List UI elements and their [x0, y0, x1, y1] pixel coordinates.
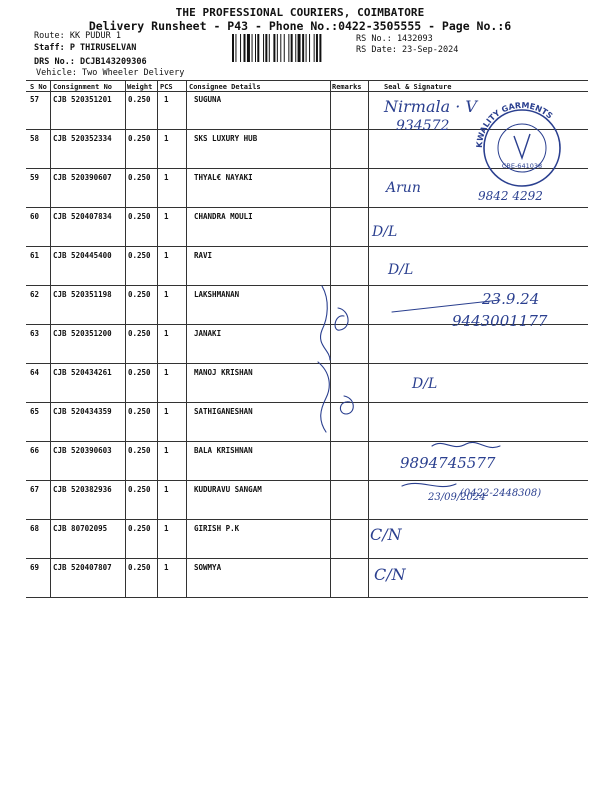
row-divider — [26, 285, 588, 286]
row-divider — [26, 519, 588, 520]
svg-text:KWALITY GARMENTS — [475, 101, 555, 148]
row-pcs: 1 — [164, 173, 169, 182]
row-pcs: 1 — [164, 407, 169, 416]
barcode-bar — [319, 34, 321, 62]
row-consignee: GIRISH P.K — [194, 524, 240, 533]
table-top-border — [26, 80, 588, 81]
barcode-bar — [280, 34, 281, 62]
row-sno: 60 — [30, 212, 40, 221]
handwritten-phone-66: 9894745577 — [400, 454, 496, 472]
row-weight: 0.250 — [128, 407, 151, 416]
row-weight: 0.250 — [128, 563, 151, 572]
row-sno: 69 — [30, 563, 40, 572]
col-header-remarks: Remarks — [332, 83, 362, 91]
row-consignee: MANOJ KRISHAN — [194, 368, 253, 377]
barcode-bar — [316, 34, 318, 62]
barcode-bar — [277, 34, 278, 62]
col-header-sno: S No — [30, 83, 47, 91]
row-pcs: 1 — [164, 290, 169, 299]
row-divider — [26, 597, 588, 598]
barcode-bar — [291, 34, 293, 62]
row-weight: 0.250 — [128, 329, 151, 338]
barcode-bar — [306, 34, 307, 62]
barcode-bar — [240, 34, 241, 62]
row-pcs: 1 — [164, 251, 169, 260]
handwritten-mark-60: D/L — [372, 224, 398, 240]
barcode-bar — [235, 34, 236, 62]
row-pcs: 1 — [164, 368, 169, 377]
barcode-image — [232, 34, 348, 62]
seal-ring-text: KWALITY GARMENTS — [474, 100, 555, 149]
row-divider — [26, 246, 588, 247]
barcode-bar — [309, 34, 310, 62]
barcode-bar — [298, 34, 301, 62]
barcode-bar — [288, 34, 289, 62]
row-consignment-no: CJB 520390603 — [53, 446, 112, 455]
row-divider — [26, 207, 588, 208]
row-consignee: LAKSHMANAN — [194, 290, 240, 299]
barcode-bar — [295, 34, 296, 62]
handwritten-phone-59: 9842 4292 — [478, 189, 543, 203]
row-consignment-no: CJB 520434359 — [53, 407, 112, 416]
barcode-bar — [284, 34, 285, 62]
header-divider — [26, 91, 588, 92]
handwritten-date-67: 23/09/2024 — [428, 492, 486, 503]
row-weight: 0.250 — [128, 134, 151, 143]
col-header-weight: Weight — [127, 83, 153, 91]
col-header-seal-signature: Seal & Signature — [384, 83, 452, 91]
column-divider — [186, 80, 187, 598]
row-consignment-no: CJB 520351198 — [53, 290, 112, 299]
row-weight: 0.250 — [128, 290, 151, 299]
handwritten-phone-57: 934572 — [396, 118, 450, 134]
row-pcs: 1 — [164, 95, 169, 104]
row-consignee: JANAKI — [194, 329, 222, 338]
row-consignee: SKS LUXURY HUB — [194, 134, 258, 143]
barcode-bar — [244, 34, 246, 62]
row-sno: 68 — [30, 524, 40, 533]
col-header-pcs: PCS — [160, 83, 173, 91]
staff-text: Staff: P THIRUSELVAN — [34, 43, 137, 53]
row-sno: 62 — [30, 290, 40, 299]
row-weight: 0.250 — [128, 446, 151, 455]
rs-number: RS No.: 1432093 — [356, 34, 433, 44]
barcode-bar — [265, 34, 267, 62]
row-consignee: BALA KRISHNAN — [194, 446, 253, 455]
row-pcs: 1 — [164, 446, 169, 455]
barcode-bar — [263, 34, 264, 62]
company-title: THE PROFESSIONAL COURIERS, COIMBATORE — [175, 6, 425, 19]
col-header-consignment: Consignment No — [53, 83, 113, 91]
column-divider — [368, 80, 369, 598]
row-consignment-no: CJB 520382936 — [53, 485, 112, 494]
barcode-bar — [247, 34, 250, 62]
row-consignment-no: CJB 80702095 — [53, 524, 108, 533]
row-divider — [26, 324, 588, 325]
row-weight: 0.250 — [128, 212, 151, 221]
barcode-bar — [255, 34, 256, 62]
handwritten-mark-61: D/L — [388, 262, 414, 278]
row-pcs: 1 — [164, 563, 169, 572]
row-weight: 0.250 — [128, 524, 151, 533]
handwritten-mark-64: D/L — [412, 376, 438, 392]
row-consignment-no: CJB 520352334 — [53, 134, 112, 143]
column-divider — [157, 80, 158, 598]
row-consignee: THYAL€ NAYAKI — [194, 173, 253, 182]
barcode-bar — [252, 34, 253, 62]
row-sno: 57 — [30, 95, 40, 104]
row-divider — [26, 441, 588, 442]
row-sno: 64 — [30, 368, 40, 377]
seal-logo-icon — [514, 134, 530, 158]
barcode-bar — [314, 34, 315, 62]
barcode-bar — [232, 34, 234, 62]
row-pcs: 1 — [164, 524, 169, 533]
handwritten-mark-69: C/N — [374, 565, 406, 584]
barcode-bar — [302, 34, 304, 62]
row-weight: 0.250 — [128, 95, 151, 104]
row-consignment-no: CJB 520434261 — [53, 368, 112, 377]
row-pcs: 1 — [164, 485, 169, 494]
row-sno: 66 — [30, 446, 40, 455]
runsheet-subtitle: Delivery Runsheet - P43 - Phone No.:0422-3505555 - Page No.:6 — [88, 19, 512, 33]
row-consignee: RAVI — [194, 251, 213, 260]
row-divider — [26, 363, 588, 364]
row-sno: 67 — [30, 485, 40, 494]
handwritten-date-62: 23.9.24 — [482, 290, 540, 308]
handwritten-phone-67: (0422-2448308) — [460, 488, 542, 499]
row-consignee: KUDURAVU SANGAM — [194, 485, 262, 494]
row-weight: 0.250 — [128, 485, 151, 494]
row-consignment-no: CJB 520351201 — [53, 95, 112, 104]
row-divider — [26, 558, 588, 559]
row-weight: 0.250 — [128, 173, 151, 182]
col-header-consignee: Consignee Details — [189, 83, 261, 91]
handwritten-signature-57a: Nirmala · V — [384, 97, 477, 116]
barcode-bar — [269, 34, 270, 62]
row-pcs: 1 — [164, 134, 169, 143]
row-consignee: CHANDRA MOULI — [194, 212, 253, 221]
row-sno: 59 — [30, 173, 40, 182]
handwritten-phone-63: 9443001177 — [452, 312, 548, 330]
column-divider — [125, 80, 126, 598]
row-consignee: SUGUNA — [194, 95, 222, 104]
row-consignment-no: CJB 520351200 — [53, 329, 112, 338]
rs-date: RS Date: 23-Sep-2024 — [356, 45, 459, 55]
row-consignment-no: CJB 520407807 — [53, 563, 112, 572]
row-sno: 58 — [30, 134, 40, 143]
barcode-bar — [273, 34, 275, 62]
drs-number: DRS No.: DCJB143209306 — [34, 57, 147, 67]
route-text: Route: KK PUDUR 1 — [34, 31, 121, 41]
row-consignment-no: CJB 520390607 — [53, 173, 112, 182]
row-pcs: 1 — [164, 329, 169, 338]
row-divider — [26, 480, 588, 481]
row-divider — [26, 402, 588, 403]
row-consignment-no: CJB 520407834 — [53, 212, 112, 221]
row-sno: 65 — [30, 407, 40, 416]
company-seal-stamp — [468, 98, 576, 190]
seal-center-text: CBE-641038 — [501, 162, 543, 170]
column-divider — [50, 80, 51, 598]
row-sno: 61 — [30, 251, 40, 260]
handwritten-mark-68: C/N — [370, 525, 402, 544]
row-weight: 0.250 — [128, 251, 151, 260]
row-weight: 0.250 — [128, 368, 151, 377]
row-consignee: SATHIGANESHAN — [194, 407, 253, 416]
row-pcs: 1 — [164, 212, 169, 221]
row-sno: 63 — [30, 329, 40, 338]
vehicle-text: Vehicle: Two Wheeler Delivery — [36, 68, 185, 78]
row-consignment-no: CJB 520445400 — [53, 251, 112, 260]
column-divider — [330, 80, 331, 598]
barcode-bar — [257, 34, 259, 62]
handwritten-signature-59: Arun — [386, 180, 421, 196]
row-consignee: SOWMYA — [194, 563, 222, 572]
